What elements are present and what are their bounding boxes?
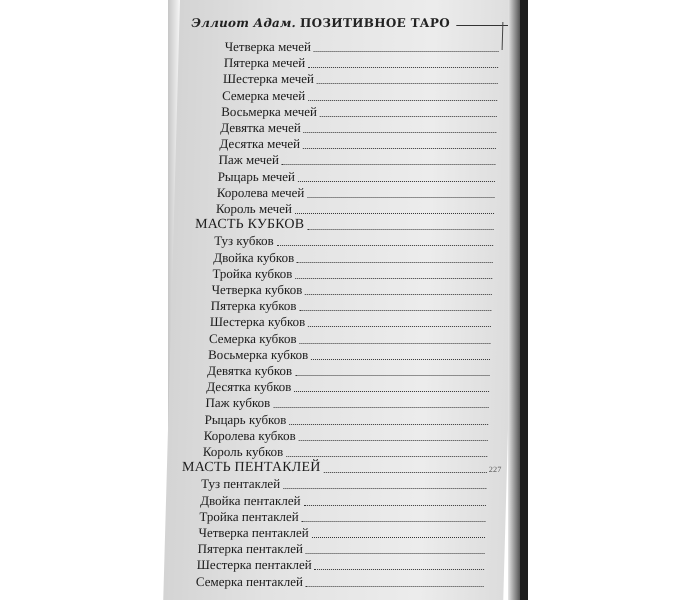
toc-entry-title: Девятка мечей <box>220 120 302 135</box>
toc-entry-title: Семерка кубков <box>208 330 297 346</box>
toc-entry <box>222 87 514 104</box>
toc-dot-leader <box>323 471 486 473</box>
toc-dot-leader <box>283 487 486 489</box>
toc-entry <box>196 573 500 590</box>
toc-dot-leader <box>317 82 498 84</box>
toc-dot-leader <box>299 309 491 311</box>
running-header <box>191 12 520 34</box>
toc-dot-leader <box>303 504 485 506</box>
book-page <box>163 0 520 600</box>
toc-entry-title: Десятка кубков <box>206 379 292 395</box>
toc-entry <box>198 524 501 541</box>
toc-entry <box>204 427 505 444</box>
toc-dot-leader <box>304 131 497 133</box>
toc-section <box>182 459 503 476</box>
toc-dot-leader <box>299 439 488 441</box>
header-author: Эллиот Адам. <box>191 16 297 30</box>
toc-entry <box>224 38 514 55</box>
toc-entry <box>209 330 507 347</box>
toc-entry-title: Тройка пентаклей <box>199 508 299 524</box>
toc-dot-leader <box>295 374 490 376</box>
toc-entry <box>205 394 505 411</box>
toc-dot-leader <box>294 390 489 392</box>
toc-page-number: 227 <box>488 465 502 475</box>
toc-entry <box>201 475 503 492</box>
toc-dot-leader <box>277 244 494 246</box>
toc-entry <box>197 556 501 573</box>
toc-entry <box>212 265 508 282</box>
toc-entry-title: Пятерка кубков <box>210 298 297 314</box>
toc-entry-title: Рыцарь кубков <box>204 411 287 427</box>
toc-entry-title: Четверка пентаклей <box>198 525 309 540</box>
toc-entry <box>197 540 500 557</box>
toc-dot-leader <box>312 536 485 538</box>
toc-entry-title: Туз пентаклей <box>200 476 281 492</box>
toc-dot-leader <box>307 196 494 198</box>
toc-dot-leader <box>282 163 496 165</box>
toc-entry-title: Семерка пентаклей <box>195 573 304 589</box>
toc-dot-leader <box>306 552 485 554</box>
toc-entry-title: Королева кубков <box>203 427 296 443</box>
toc-dot-leader <box>299 342 490 344</box>
toc-entry-title: Паж кубков <box>205 395 271 411</box>
toc-entry-title: Шестерка мечей <box>222 71 315 87</box>
toc-entry <box>220 119 513 136</box>
toc-dot-leader <box>314 50 499 52</box>
toc-entry-title: Шестерка пентаклей <box>196 557 312 573</box>
toc-dot-leader <box>273 406 489 408</box>
toc-dot-leader <box>286 455 487 457</box>
toc-entry <box>217 168 511 185</box>
toc-dot-leader <box>303 147 496 149</box>
header-title: ПОЗИТИВНОЕ ТАРО <box>299 16 451 30</box>
toc-entry-title: Рыцарь мечей <box>217 168 296 184</box>
toc-dot-leader <box>315 568 485 570</box>
toc-entry-title: Шестерка кубков <box>209 314 306 330</box>
toc-entry <box>219 135 512 152</box>
toc-dot-leader <box>298 180 495 182</box>
toc-entry <box>218 151 511 168</box>
toc-dot-leader <box>308 325 491 327</box>
toc-entry <box>204 411 504 428</box>
toc-section <box>195 216 510 233</box>
toc-entry <box>216 200 511 217</box>
toc-entry-title: Королева мечей <box>216 184 305 200</box>
toc-entry-title: Девятка кубков <box>207 363 293 378</box>
toc-entry <box>210 313 508 330</box>
toc-entry <box>211 281 508 298</box>
toc-entry-title: Туз кубков <box>214 233 274 249</box>
toc-entry-title: Пятерка пентаклей <box>197 541 304 557</box>
toc-entry-title: Восьмерка кубков <box>207 346 309 362</box>
toc-dot-leader <box>308 99 497 101</box>
toc-entry-title: Король мечей <box>215 201 293 216</box>
toc-entry-title: Тройка кубков <box>212 265 293 281</box>
toc-dot-leader <box>308 66 498 68</box>
toc-dot-leader <box>289 423 488 425</box>
book-spine-edge <box>520 0 528 600</box>
toc-entry <box>224 54 515 71</box>
toc-entry <box>207 362 506 379</box>
toc-entry-title: Пятерка мечей <box>223 55 306 71</box>
toc-entry-title: Двойка кубков <box>213 249 295 265</box>
toc-entry <box>217 184 511 201</box>
toc-dot-leader <box>297 261 493 263</box>
toc-dot-leader <box>295 277 492 279</box>
toc-entry <box>210 297 507 314</box>
toc-dot-leader <box>311 358 490 360</box>
toc-entry <box>203 443 504 460</box>
toc-entry-title: Семерка мечей <box>221 87 306 103</box>
toc-entry-title: Десятка мечей <box>219 136 301 152</box>
toc-dot-leader <box>305 293 492 295</box>
toc-entry <box>223 70 514 87</box>
toc-entry <box>206 378 505 395</box>
toc-entry-title: Четверка кубков <box>211 282 303 297</box>
toc-dot-leader <box>320 115 497 117</box>
toc-dot-leader <box>307 228 494 230</box>
toc-entry <box>221 103 513 120</box>
toc-entry-title: Король кубков <box>202 444 284 459</box>
toc-entry-title: Восьмерка мечей <box>220 103 318 119</box>
toc-entry <box>199 508 502 525</box>
toc-entry-title: МАСТЬ КУБКОВ <box>194 217 305 233</box>
toc-dot-leader <box>302 520 486 522</box>
toc-entry <box>208 346 506 363</box>
toc-entry-title: МАСТЬ ПЕНТАКЛЕЙ <box>181 460 321 476</box>
toc-entry-title: Паж мечей <box>218 152 280 168</box>
toc-entry <box>213 249 509 266</box>
toc-entry <box>200 492 502 509</box>
toc-entry-title: Четверка мечей <box>224 39 312 54</box>
toc-entry-title: Двойка пентаклей <box>200 492 301 508</box>
toc-dot-leader <box>306 585 484 587</box>
toc-entry <box>214 232 510 249</box>
toc-dot-leader <box>295 212 494 214</box>
